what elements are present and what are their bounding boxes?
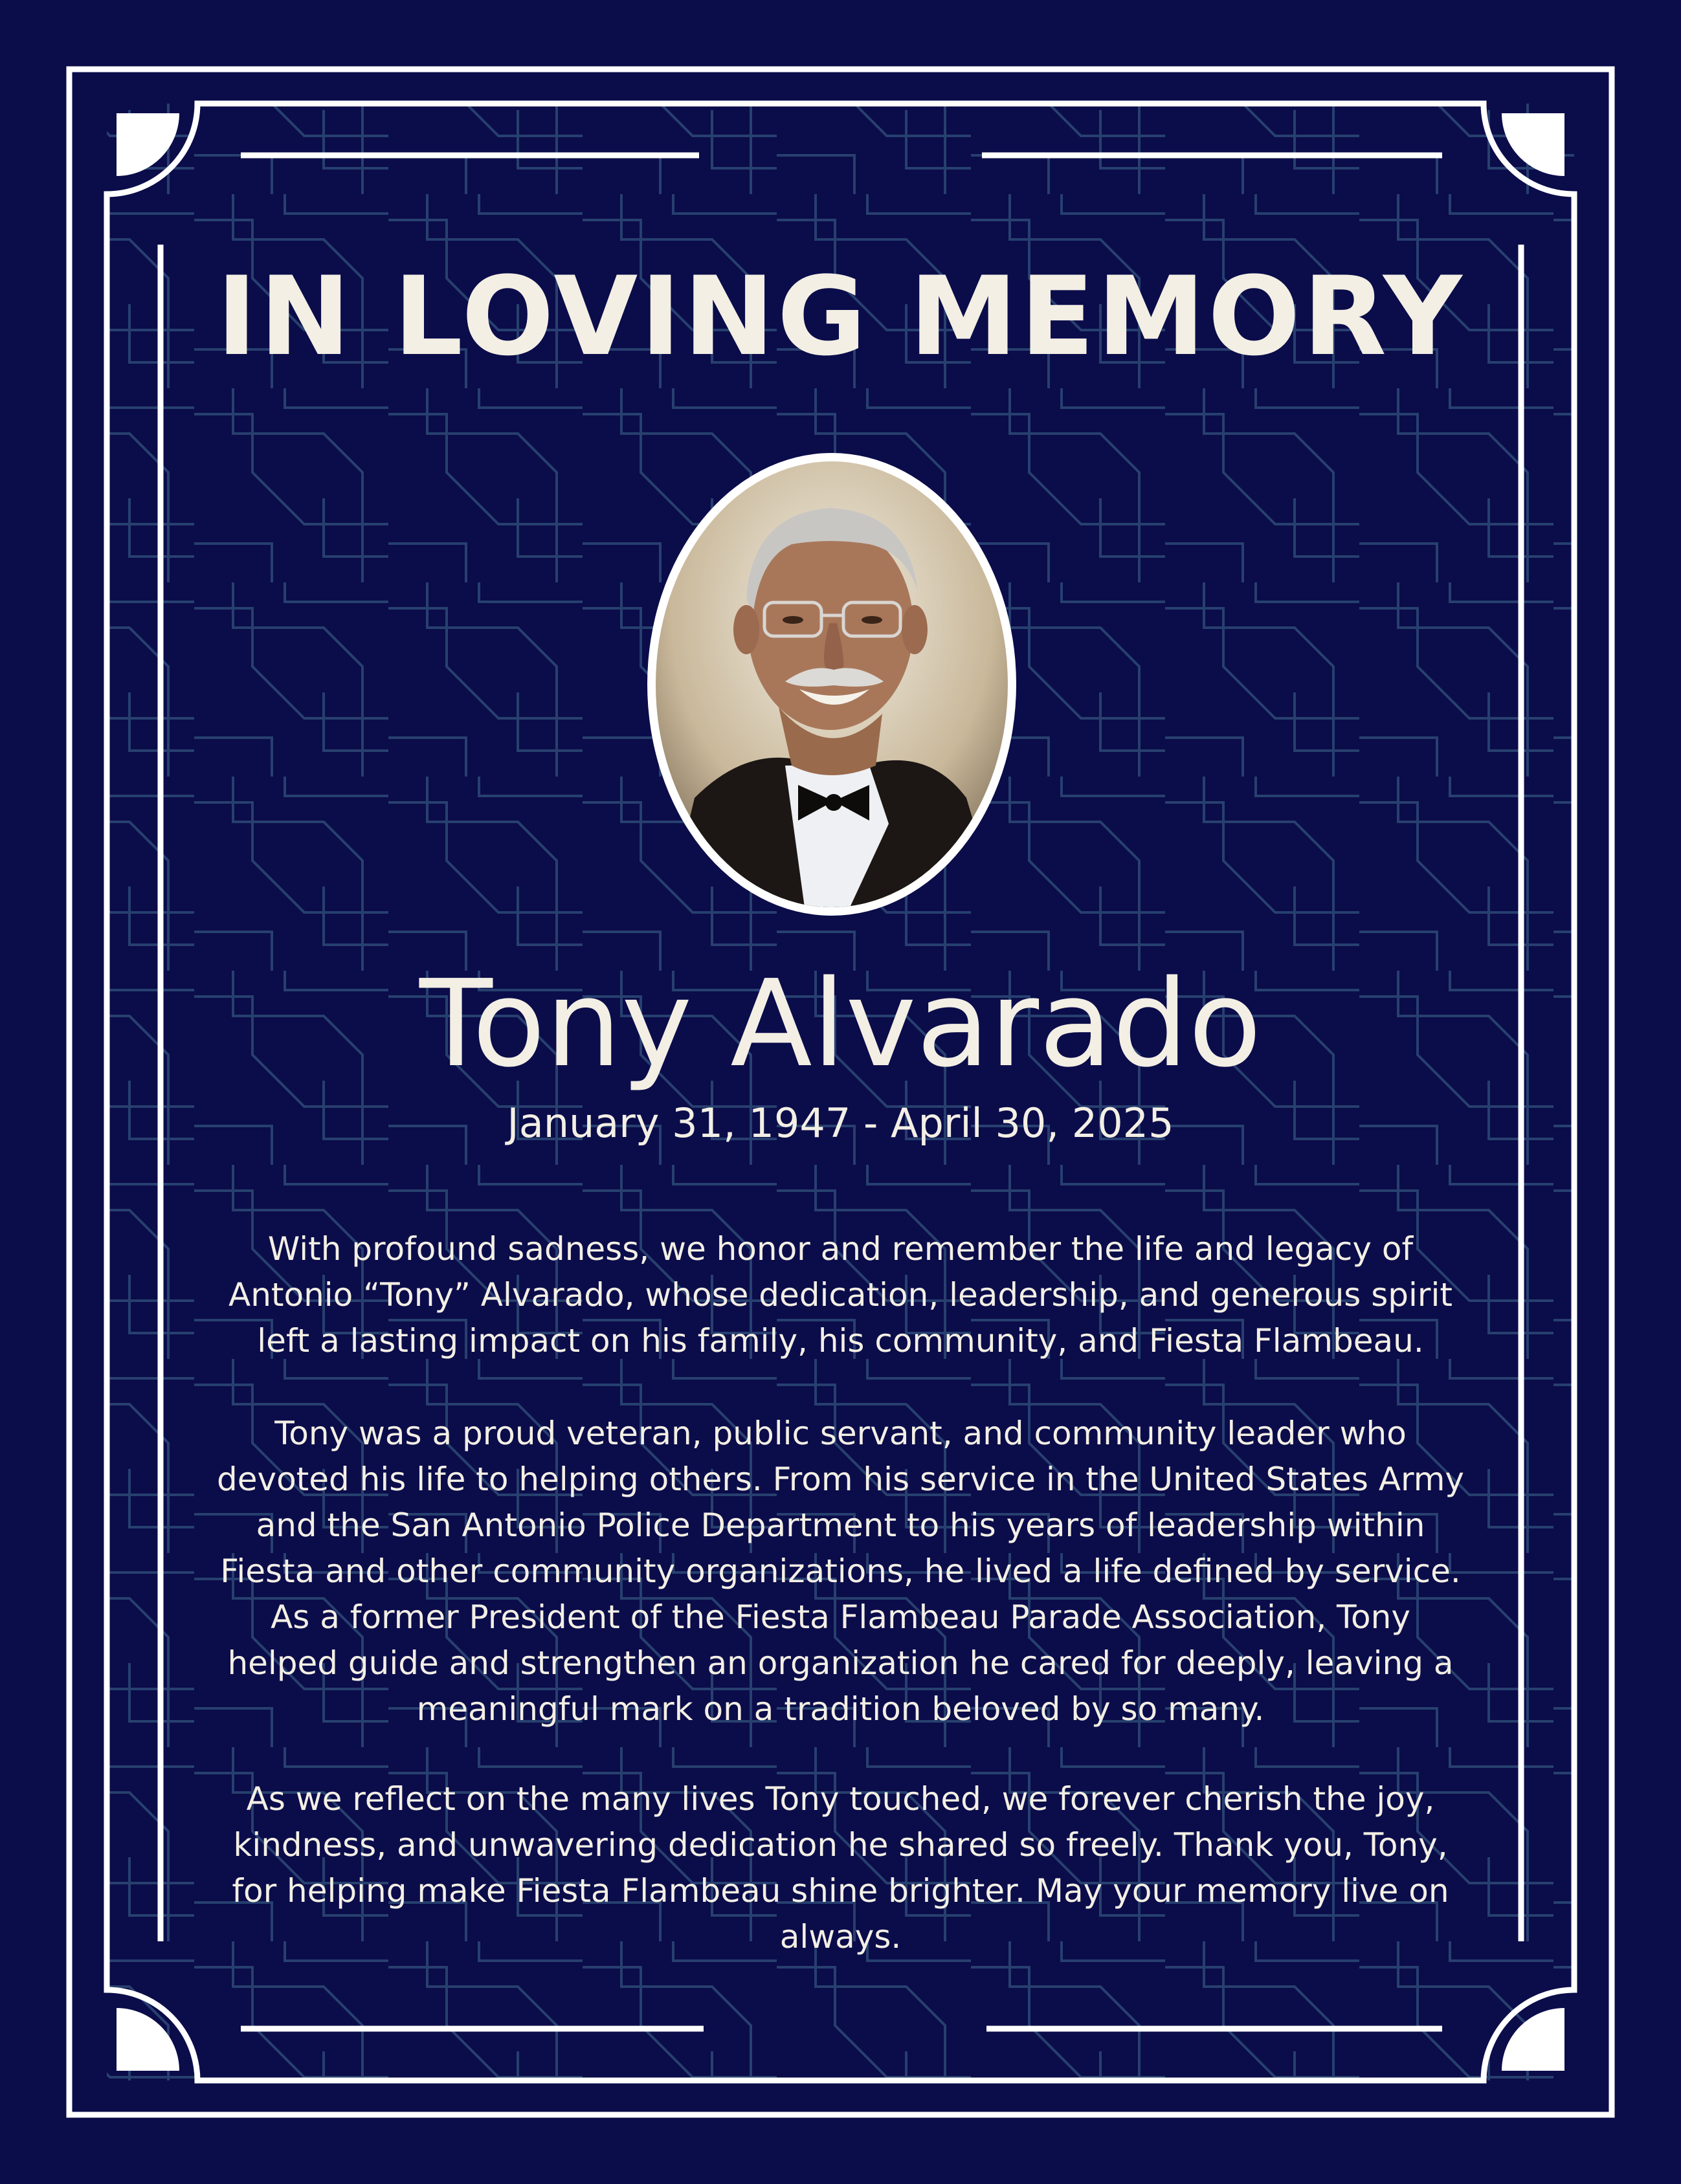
page-title: IN LOVING MEMORY	[216, 253, 1465, 380]
life-dates: January 31, 1947 - April 30, 2025	[507, 1099, 1174, 1147]
portrait-photo	[656, 461, 1008, 907]
portrait-frame	[647, 453, 1016, 916]
person-name: Tony Alvarado	[419, 954, 1262, 1094]
tribute-paragraph: Tony was a proud veteran, public servant, and community leader who devoted his life to helping others. From his service in the United States Army and the San Antonio Police Department to his years of leadership within Fiesta and other community organizations, he lived a life defined by service. As a former President of the Fiesta Flambeau Parade Association, Tony helped guide and strengthen an organization he cared for deeply, leaving a meaningful mark on a tradition beloved by so many.	[216, 1415, 1465, 1728]
tribute-paragraph: With profound sadness, we honor and remember the life and legacy of Antonio “Tony” Alvarado, whose dedication, leadership, and generous spirit left a lasting impact on his family, his community, and Fiesta Flambeau.	[228, 1230, 1453, 1360]
tribute-paragraph: As we reflect on the many lives Tony touched, we forever cherish the joy, kindness, and unwavering dedication he shared so freely. Thank you, Tony, for helping make Fiesta Flambeau shine brighter. May your memory live on always.	[232, 1780, 1449, 1956]
